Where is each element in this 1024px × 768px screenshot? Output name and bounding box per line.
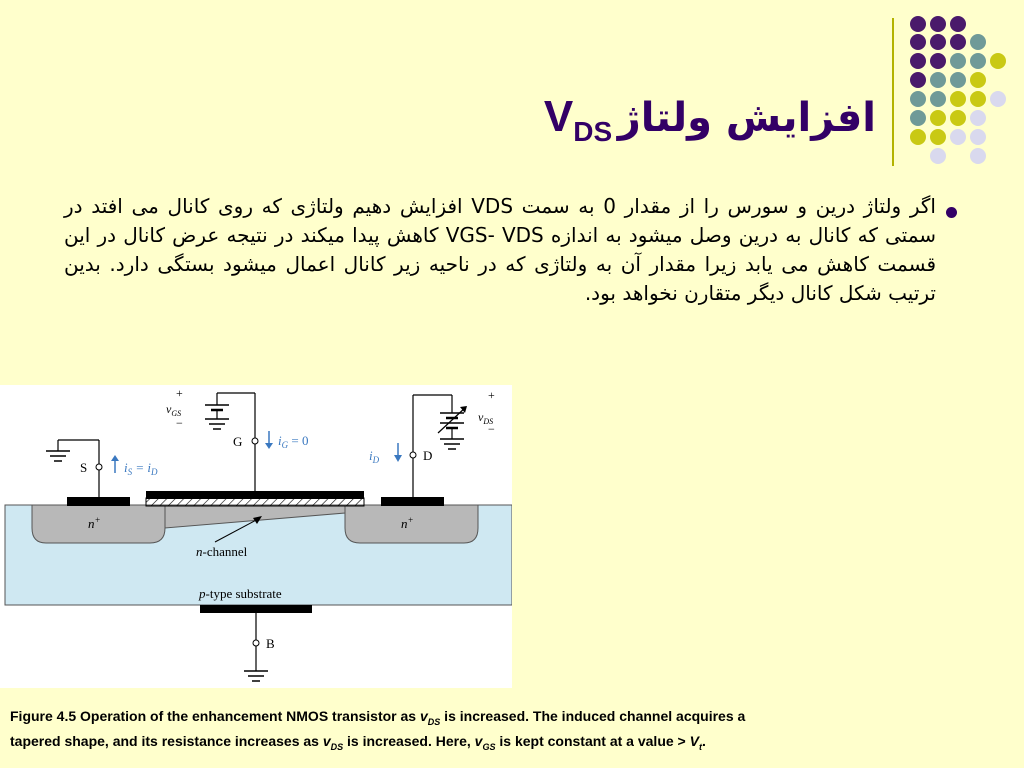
body-terminal [253, 640, 259, 646]
ig-label [278, 433, 308, 450]
drain-terminal [410, 452, 416, 458]
deco-dot [910, 129, 926, 145]
caption-v4: V [689, 732, 699, 749]
id-sub: D [372, 455, 380, 465]
title-v-subscript: DS [573, 116, 613, 147]
vds-sub: DS [483, 417, 494, 426]
ig-arrowhead [265, 443, 273, 449]
source-contact [67, 497, 130, 506]
n-plus-drain-sup: + [407, 515, 414, 525]
substrate-suffix: -type substrate [205, 586, 282, 601]
deco-dot [950, 110, 966, 126]
deco-dot [910, 91, 926, 107]
deco-dot [910, 53, 926, 69]
is-arrowhead [111, 455, 119, 461]
deco-dot [910, 34, 926, 50]
is-sub: S [127, 467, 133, 477]
deco-dot [970, 53, 986, 69]
is-id-i: i [147, 460, 152, 475]
ig-value: = 0 [288, 433, 309, 448]
nmos-diagram [0, 385, 512, 688]
id-arrowhead [394, 455, 402, 462]
caption-part4: is kept constant at a value > [495, 732, 690, 749]
ig-i: i [278, 433, 282, 448]
figure-caption [10, 707, 790, 757]
body-contact [200, 605, 312, 613]
is-eq: = [132, 460, 148, 475]
deco-dot [950, 91, 966, 107]
vds-v: v [478, 410, 484, 424]
vgs-minus: − [176, 416, 183, 430]
caption-part1: Figure 4.5 Operation of the enhancement NMOS transistor as [10, 708, 420, 724]
deco-dot [930, 148, 946, 164]
deco-dot [990, 53, 1006, 69]
id-i: i [369, 448, 373, 463]
deco-dot [950, 72, 966, 88]
n-channel-prefix: n [196, 544, 203, 559]
deco-dot [990, 91, 1006, 107]
ig-sub: G [281, 440, 289, 450]
caption-v3-sub: GS [482, 741, 496, 752]
deco-dot [970, 110, 986, 126]
deco-dot [930, 16, 946, 32]
deco-dot [930, 129, 946, 145]
bullet-icon [946, 207, 957, 218]
vds-plus: + [488, 388, 495, 402]
n-plus-drain-n: n [401, 516, 408, 531]
deco-dot [970, 129, 986, 145]
caption-v4-sub: t [698, 741, 702, 752]
vds-minus: − [488, 422, 495, 436]
is-label [124, 460, 158, 477]
n-channel-label [196, 544, 248, 559]
substrate-prefix: p [199, 586, 206, 601]
deco-dot [950, 53, 966, 69]
title-v: V [543, 92, 574, 141]
vgs-v: v [166, 402, 172, 416]
decorative-vertical-line [892, 18, 894, 166]
nmos-diagram-svg [0, 385, 512, 688]
caption-v3: v [474, 732, 483, 749]
deco-dot [910, 110, 926, 126]
deco-dot [950, 129, 966, 145]
id-label [369, 448, 380, 465]
deco-dot [930, 34, 946, 50]
caption-v1: v [419, 708, 428, 724]
caption-v2-sub: DS [330, 741, 344, 752]
caption-v1-sub: DS [427, 716, 441, 727]
n-plus-source-n: n [88, 516, 95, 531]
is-i: i [124, 460, 128, 475]
deco-dot [970, 34, 986, 50]
drain-contact [381, 497, 444, 506]
body-label: B [266, 636, 275, 651]
deco-dot [970, 91, 986, 107]
title-persian-text: افزایش ولتاژ [617, 95, 876, 141]
n-plus-source-sup: + [94, 515, 101, 525]
deco-dot [930, 53, 946, 69]
vgs-sub: GS [171, 409, 182, 418]
deco-dot [910, 72, 926, 88]
vgs-plus: + [176, 386, 183, 400]
deco-dot [950, 16, 966, 32]
body-paragraph: اگر ولتاژ درین و سورس را از مقدار 0 به سمت VDS افزایش دهیم ولتاژی که روی کانال می افتد در سمتی که کانال به درین وصل میشود به اندازه VGS- VDS کاهش پیدا میکند در نتیجه عرض کانال در این قسمت کاهش می یابد زیرا مقدار آن به ولتاژی که در ناحیه زیر کانال اعمال میشود بستگی دارد. بدین ترتیب شکل کانال دیگر متقارن نخواهد بود. [64, 194, 937, 305]
caption-part5: . [701, 732, 706, 749]
deco-dot [930, 72, 946, 88]
source-terminal [96, 464, 102, 470]
caption-v2: v [322, 732, 331, 749]
slide-title [316, 92, 876, 147]
gate-contact [146, 491, 364, 499]
caption-part3: is increased. Here, [343, 732, 475, 749]
gate-oxide [146, 498, 364, 506]
source-label: S [80, 460, 88, 475]
deco-dot [970, 148, 986, 164]
deco-dot [970, 72, 986, 88]
deco-dot [950, 34, 966, 50]
deco-dot [910, 16, 926, 32]
drain-label: D [423, 448, 433, 463]
substrate-label [198, 586, 282, 601]
deco-dot [930, 91, 946, 107]
gate-terminal [252, 438, 258, 444]
gate-label: G [233, 434, 243, 449]
deco-dot [930, 110, 946, 126]
is-id-sub: D [151, 467, 158, 477]
caption-part2: is increased. The induced channel acquires a tapered shape, and its resistance increases as [10, 708, 746, 749]
n-channel-suffix: -channel [202, 544, 248, 559]
